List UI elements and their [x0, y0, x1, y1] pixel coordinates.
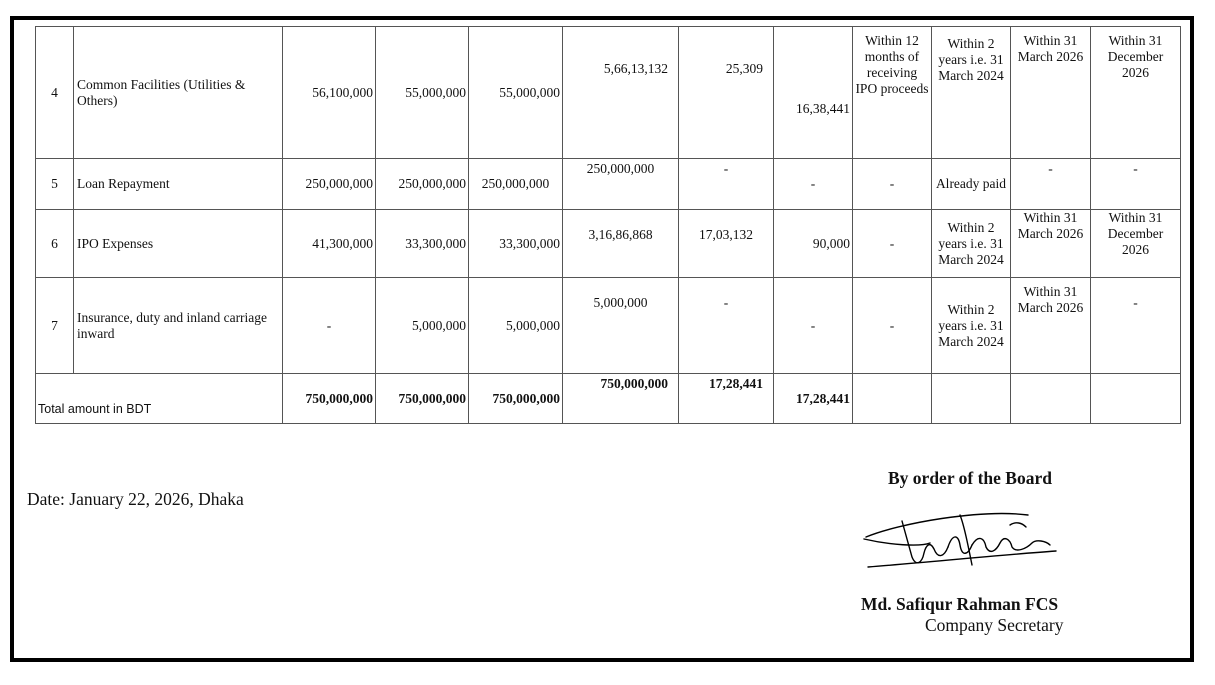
cell-timeline: Within 31 March 2026	[1011, 210, 1091, 278]
cell-value: 55,000,000	[469, 27, 563, 159]
cell-timeline: -	[853, 210, 932, 278]
empty-cell	[1011, 374, 1091, 424]
cell-value: 250,000,000	[376, 159, 469, 210]
total-value: 750,000,000	[283, 374, 376, 424]
cell-timeline: Within 31 December 2026	[1091, 210, 1181, 278]
total-value: 17,28,441	[679, 374, 774, 424]
row-item-name: Loan Repayment	[74, 159, 283, 210]
cell-timeline: Within 31 March 2026	[1011, 278, 1091, 374]
signature-image	[860, 505, 1060, 580]
cell-timeline: Within 31 March 2026	[1011, 27, 1091, 159]
row-serial: 4	[36, 27, 74, 159]
row-serial: 5	[36, 159, 74, 210]
cell-timeline: -	[853, 278, 932, 374]
row-serial: 6	[36, 210, 74, 278]
cell-timeline: Within 2 years i.e. 31 March 2024	[932, 210, 1011, 278]
total-label: Total amount in BDT	[36, 374, 283, 424]
cell-value: 33,300,000	[376, 210, 469, 278]
cell-value: 250,000,000	[283, 159, 376, 210]
cell-value: 5,000,000	[563, 278, 679, 374]
row-item-name: Insurance, duty and inland carriage inward	[74, 278, 283, 374]
cell-timeline: -	[1011, 159, 1091, 210]
cell-value: 5,000,000	[469, 278, 563, 374]
cell-timeline: Within 31 December 2026	[1091, 27, 1181, 159]
cell-value: 5,000,000	[376, 278, 469, 374]
total-value: 750,000,000	[376, 374, 469, 424]
by-order-heading: By order of the Board	[888, 468, 1052, 488]
table-row	[36, 210, 1181, 278]
total-value: 750,000,000	[563, 374, 679, 424]
cell-value: 90,000	[774, 210, 853, 278]
cell-timeline: Within 2 years i.e. 31 March 2024	[932, 27, 1011, 159]
cell-value: 17,03,132	[679, 210, 774, 278]
signer-name: Md. Safiqur Rahman FCS	[861, 594, 1059, 614]
table-row	[36, 159, 1181, 210]
cell-timeline: Already paid	[932, 159, 1011, 210]
fund-utilization-table	[35, 26, 1181, 424]
empty-cell	[1091, 374, 1181, 424]
empty-cell	[932, 374, 1011, 424]
cell-timeline: -	[1091, 159, 1181, 210]
cell-timeline: -	[853, 159, 932, 210]
cell-value: -	[774, 159, 853, 210]
cell-value: -	[774, 278, 853, 374]
table-row	[36, 27, 1181, 159]
cell-timeline: Within 2 years i.e. 31 March 2024	[932, 278, 1011, 374]
date-line: Date: January 22, 2026, Dhaka	[27, 489, 244, 509]
cell-timeline: -	[1091, 278, 1181, 374]
row-serial: 7	[36, 278, 74, 374]
row-item-name: IPO Expenses	[74, 210, 283, 278]
cell-value: 33,300,000	[469, 210, 563, 278]
table-row	[36, 278, 1181, 374]
cell-value: 25,309	[679, 27, 774, 159]
cell-value: -	[283, 278, 376, 374]
total-value: 17,28,441	[774, 374, 853, 424]
cell-value: 5,66,13,132	[563, 27, 679, 159]
cell-value: 250,000,000	[563, 159, 679, 210]
cell-value: 55,000,000	[376, 27, 469, 159]
empty-cell	[853, 374, 932, 424]
total-value: 750,000,000	[469, 374, 563, 424]
cell-value: 56,100,000	[283, 27, 376, 159]
cell-value: 3,16,86,868	[563, 210, 679, 278]
total-row	[36, 374, 1181, 424]
row-item-name: Common Facilities (Utilities & Others)	[74, 27, 283, 159]
cell-value: -	[679, 159, 774, 210]
cell-value: -	[679, 278, 774, 374]
cell-value: 250,000,000	[469, 159, 563, 210]
cell-timeline: Within 12 months of receiving IPO proceeds	[853, 27, 932, 159]
cell-value: 41,300,000	[283, 210, 376, 278]
cell-value: 16,38,441	[774, 27, 853, 159]
signer-title: Company Secretary	[925, 615, 1064, 635]
